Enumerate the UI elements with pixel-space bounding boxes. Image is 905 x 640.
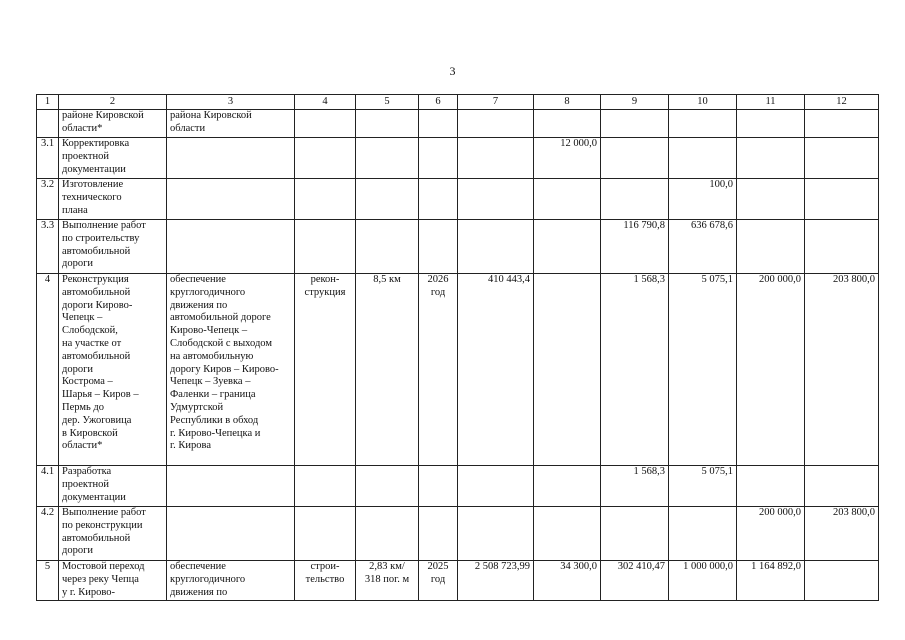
completion-year-cell [419, 507, 458, 561]
completion-year-cell: 2026 год [419, 274, 458, 466]
value-col-11-cell [737, 179, 805, 220]
value-col-10-cell [669, 507, 737, 561]
column-header-9: 9 [601, 95, 669, 110]
table-row [37, 220, 879, 274]
work-type-cell [295, 220, 356, 274]
work-type-cell: строи- тельство [295, 561, 356, 601]
table-row [37, 274, 879, 466]
item-name-cell: Разработка проектной документации [59, 466, 167, 507]
value-col-10-cell: 100,0 [669, 179, 737, 220]
item-name-cell: Мостовой переход через реку Чепца у г. Кирово- [59, 561, 167, 601]
capacity-cell [356, 138, 419, 179]
capacity-cell: 2,83 км/ 318 пог. м [356, 561, 419, 601]
value-col-9-cell: 1 568,3 [601, 466, 669, 507]
column-header-4: 4 [295, 95, 356, 110]
item-purpose-cell: обеспечение круглогодичного движения по автомобильной дороге Кирово-Чепецк – Слободской с выходом на автомобильную дорогу Киров – Кирово- Чепецк – Зуевка – Фаленки – граница Удмуртской Республики в обход г. Кирово-Чепецка и г. Кирова [167, 274, 295, 466]
item-purpose-cell [167, 466, 295, 507]
item-name-cell: Выполнение работ по строительству автомобильной дороги [59, 220, 167, 274]
value-col-9-cell: 116 790,8 [601, 220, 669, 274]
estimated-cost-cell [458, 507, 534, 561]
value-col-10-cell: 5 075,1 [669, 466, 737, 507]
page-number: 3 [449, 64, 456, 78]
value-col-10-cell [669, 138, 737, 179]
estimated-cost-cell: 2 508 723,99 [458, 561, 534, 601]
table-row [37, 179, 879, 220]
value-col-10-cell [669, 110, 737, 138]
table-row [37, 507, 879, 561]
column-header-3: 3 [167, 95, 295, 110]
column-header-12: 12 [805, 95, 879, 110]
row-number-cell: 4.2 [37, 507, 59, 561]
value-col-8-cell [534, 220, 601, 274]
work-type-cell: рекон- струкция [295, 274, 356, 466]
item-name-cell: Изготовление технического плана [59, 179, 167, 220]
value-col-9-cell [601, 179, 669, 220]
value-col-9-cell [601, 110, 669, 138]
row-number-cell: 3.2 [37, 179, 59, 220]
column-header-7: 7 [458, 95, 534, 110]
value-col-11-cell [737, 466, 805, 507]
value-col-12-cell [805, 138, 879, 179]
completion-year-cell [419, 138, 458, 179]
column-header-11: 11 [737, 95, 805, 110]
value-col-10-cell: 636 678,6 [669, 220, 737, 274]
capacity-cell [356, 466, 419, 507]
value-col-10-cell: 1 000 000,0 [669, 561, 737, 601]
work-type-cell [295, 466, 356, 507]
row-number-cell [37, 110, 59, 138]
row-number-cell: 5 [37, 561, 59, 601]
capacity-cell [356, 179, 419, 220]
estimated-cost-cell [458, 220, 534, 274]
work-type-cell [295, 179, 356, 220]
item-purpose-cell: обеспечение круглогодичного движения по [167, 561, 295, 601]
value-col-11-cell [737, 110, 805, 138]
column-header-10: 10 [669, 95, 737, 110]
capacity-cell [356, 110, 419, 138]
completion-year-cell [419, 220, 458, 274]
value-col-9-cell: 302 410,47 [601, 561, 669, 601]
item-purpose-cell [167, 507, 295, 561]
value-col-11-cell: 200 000,0 [737, 507, 805, 561]
item-name-cell: районе Кировской области* [59, 110, 167, 138]
value-col-8-cell: 12 000,0 [534, 138, 601, 179]
row-number-cell: 4 [37, 274, 59, 466]
item-name-cell: Реконструкция автомобильной дороги Кирово- Чепецк – Слободской, на участке от автомобильной дороги Кострома – Шарья – Киров – Пермь до дер. Ужоговица в Кировской области* [59, 274, 167, 466]
value-col-8-cell [534, 274, 601, 466]
value-col-12-cell: 203 800,0 [805, 274, 879, 466]
investment-table [36, 94, 879, 601]
value-col-12-cell [805, 561, 879, 601]
column-header-5: 5 [356, 95, 419, 110]
value-col-8-cell [534, 507, 601, 561]
capacity-cell [356, 220, 419, 274]
value-col-12-cell [805, 220, 879, 274]
completion-year-cell [419, 466, 458, 507]
value-col-8-cell [534, 466, 601, 507]
value-col-12-cell [805, 179, 879, 220]
table-row [37, 110, 879, 138]
value-col-8-cell: 34 300,0 [534, 561, 601, 601]
column-header-6: 6 [419, 95, 458, 110]
table-row [37, 138, 879, 179]
estimated-cost-cell [458, 466, 534, 507]
completion-year-cell [419, 179, 458, 220]
work-type-cell [295, 138, 356, 179]
value-col-8-cell [534, 179, 601, 220]
table-row [37, 561, 879, 601]
column-header-1: 1 [37, 95, 59, 110]
estimated-cost-cell [458, 138, 534, 179]
value-col-10-cell: 5 075,1 [669, 274, 737, 466]
estimated-cost-cell: 410 443,4 [458, 274, 534, 466]
value-col-11-cell [737, 138, 805, 179]
item-purpose-cell [167, 138, 295, 179]
completion-year-cell [419, 110, 458, 138]
header-row [37, 95, 879, 110]
column-header-2: 2 [59, 95, 167, 110]
row-number-cell: 3.3 [37, 220, 59, 274]
item-purpose-cell [167, 220, 295, 274]
value-col-11-cell: 1 164 892,0 [737, 561, 805, 601]
capacity-cell [356, 507, 419, 561]
value-col-9-cell [601, 507, 669, 561]
item-purpose-cell: района Кировской области [167, 110, 295, 138]
work-type-cell [295, 110, 356, 138]
row-number-cell: 4.1 [37, 466, 59, 507]
table-row [37, 466, 879, 507]
work-type-cell [295, 507, 356, 561]
value-col-12-cell [805, 110, 879, 138]
item-purpose-cell [167, 179, 295, 220]
estimated-cost-cell [458, 110, 534, 138]
value-col-8-cell [534, 110, 601, 138]
value-col-12-cell: 203 800,0 [805, 507, 879, 561]
value-col-9-cell [601, 138, 669, 179]
value-col-12-cell [805, 466, 879, 507]
value-col-11-cell: 200 000,0 [737, 274, 805, 466]
capacity-cell: 8,5 км [356, 274, 419, 466]
item-name-cell: Выполнение работ по реконструкции автомобильной дороги [59, 507, 167, 561]
item-name-cell: Корректировка проектной документации [59, 138, 167, 179]
column-header-8: 8 [534, 95, 601, 110]
estimated-cost-cell [458, 179, 534, 220]
row-number-cell: 3.1 [37, 138, 59, 179]
value-col-11-cell [737, 220, 805, 274]
value-col-9-cell: 1 568,3 [601, 274, 669, 466]
completion-year-cell: 2025 год [419, 561, 458, 601]
